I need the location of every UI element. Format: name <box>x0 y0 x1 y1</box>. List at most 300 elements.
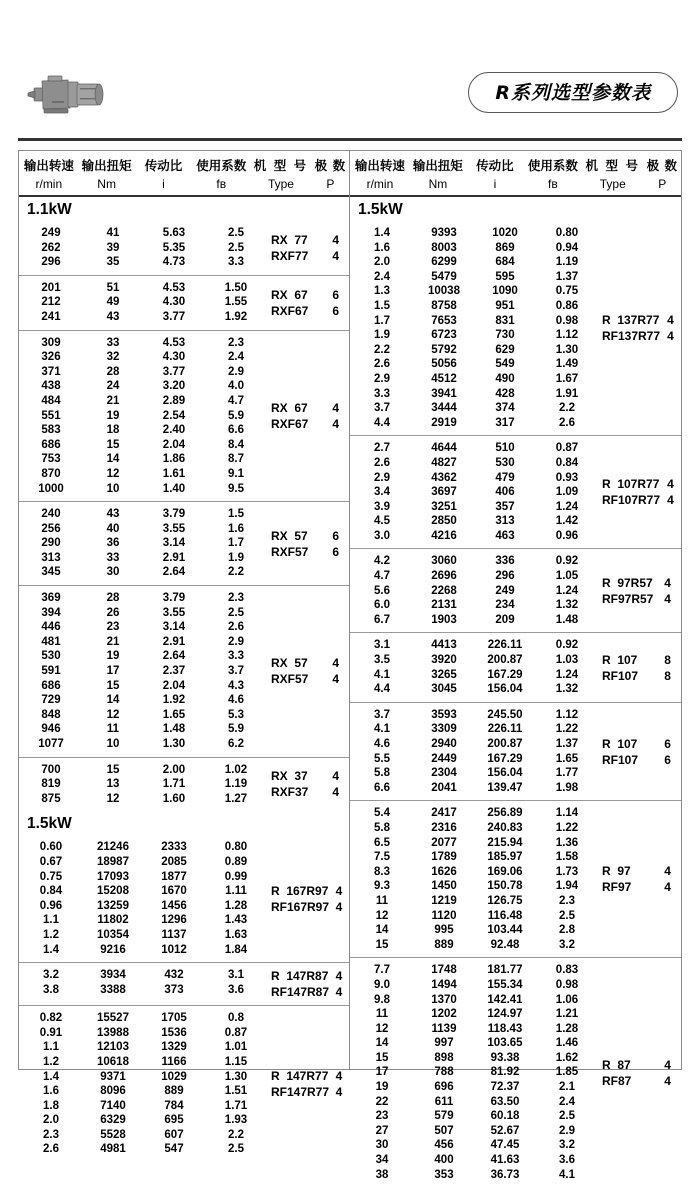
model-type-line: RX 67 <box>271 400 308 415</box>
cell-fb: 0.75 <box>555 285 579 298</box>
cell-ratio: 93.38 <box>490 1051 520 1064</box>
cell-ratio: 1456 <box>161 899 187 912</box>
cell-ratio: 549 <box>495 358 515 371</box>
cell-nm: 33 <box>106 336 120 349</box>
cell-nm: 997 <box>434 1037 454 1050</box>
table-row <box>350 894 598 909</box>
cell-fb: 1.12 <box>555 708 579 721</box>
model-type-line: R 137R77 <box>602 313 660 328</box>
cell-rpm: 484 <box>41 394 61 407</box>
spec-rows <box>19 968 267 1000</box>
table-row <box>350 865 598 880</box>
cell-fb: 1.91 <box>555 387 579 400</box>
cell-nm: 2417 <box>431 807 457 820</box>
cell-ratio: 3.79 <box>162 508 186 521</box>
model-type-line: R 167R97 <box>271 883 329 898</box>
header-en-fb: fв <box>548 177 558 191</box>
cell-ratio: 226.11 <box>487 639 523 652</box>
cell-fb: 2.2 <box>228 566 244 579</box>
cell-ratio: 2.40 <box>162 424 186 437</box>
cell-rpm: 19 <box>375 1081 389 1094</box>
cell-rpm: 15 <box>375 1051 389 1064</box>
cell-fb: 1.9 <box>228 551 244 564</box>
column-header-left <box>19 151 349 197</box>
cell-rpm: 201 <box>41 281 61 294</box>
cell-nm: 18 <box>106 424 120 437</box>
page-header <box>18 68 682 140</box>
model-type-line: RF147R77 <box>271 1085 330 1100</box>
cell-ratio: 4.53 <box>162 281 186 294</box>
cell-nm: 2449 <box>431 752 457 765</box>
table-row <box>350 328 598 343</box>
spec-rows <box>350 708 598 796</box>
pole-count-value: 4 <box>667 313 674 328</box>
header-cn-ratio: 传动比 <box>476 159 514 173</box>
page-title: R系列选型参数表 <box>495 82 651 104</box>
table-row <box>350 752 598 767</box>
spec-rows <box>350 441 598 543</box>
cell-ratio: 1.30 <box>162 738 186 750</box>
pole-count-cell <box>654 554 681 627</box>
cell-rpm: 0.96 <box>39 899 63 912</box>
table-row <box>19 565 267 580</box>
table-row <box>19 606 267 621</box>
cell-rpm: 819 <box>41 778 61 791</box>
cell-nm: 995 <box>434 924 454 937</box>
header-en-fb: fв <box>216 177 227 191</box>
cell-ratio: 479 <box>495 471 515 484</box>
cell-fb: 0.80 <box>224 841 248 854</box>
cell-ratio: 2.64 <box>162 566 186 579</box>
cell-ratio: 1.60 <box>162 792 186 805</box>
cell-nm: 2696 <box>431 570 457 583</box>
cell-fb: 1.63 <box>224 928 248 941</box>
cell-fb: 2.5 <box>228 1143 244 1156</box>
cell-fb: 1.49 <box>555 358 579 371</box>
spec-group <box>350 221 681 435</box>
table-row <box>350 938 598 953</box>
cell-fb: 3.3 <box>228 650 244 663</box>
cell-rpm: 3.7 <box>374 402 390 415</box>
table-row <box>19 423 267 438</box>
cell-rpm: 256 <box>41 522 61 535</box>
spec-group <box>19 330 349 502</box>
title-badge <box>468 72 678 113</box>
cell-fb: 0.8 <box>228 1012 244 1025</box>
cell-nm: 32 <box>106 351 120 364</box>
cell-fb: 3.3 <box>228 256 244 269</box>
spec-group <box>19 757 349 812</box>
cell-ratio: 695 <box>164 1114 184 1127</box>
table-row <box>19 394 267 409</box>
cell-ratio: 167.29 <box>487 668 523 681</box>
cell-rpm: 1.2 <box>43 928 59 941</box>
table-row <box>19 1128 267 1143</box>
table-row <box>350 357 598 372</box>
cell-nm: 12 <box>106 792 120 805</box>
cell-nm: 2940 <box>431 738 457 750</box>
cell-nm: 5056 <box>431 358 457 371</box>
cell-nm: 400 <box>434 1154 454 1167</box>
pole-count-value: 6 <box>664 736 671 751</box>
table-row <box>350 456 598 471</box>
cell-rpm: 345 <box>41 566 61 579</box>
pole-count-value: 8 <box>664 652 671 667</box>
spec-rows <box>19 281 267 325</box>
cell-ratio: 124.97 <box>487 1008 523 1021</box>
table-row <box>19 452 267 467</box>
table-row <box>19 507 267 522</box>
column-header-right <box>350 151 681 197</box>
table-row <box>350 978 598 993</box>
cell-ratio: 47.45 <box>490 1139 520 1152</box>
cell-ratio: 181.77 <box>487 964 523 977</box>
cell-nm: 4512 <box>431 372 457 385</box>
table-row <box>19 522 267 537</box>
table-row <box>19 870 267 885</box>
cell-ratio: 3.20 <box>162 380 186 393</box>
cell-fb: 1.24 <box>555 668 579 681</box>
pole-count-cell <box>660 226 681 430</box>
pole-count-value: 6 <box>332 544 340 559</box>
table-row <box>350 441 598 456</box>
cell-rpm: 5.4 <box>374 807 390 820</box>
spec-group <box>350 702 681 801</box>
cell-nm: 12103 <box>97 1041 129 1054</box>
cell-fb: 1.32 <box>555 683 579 696</box>
cell-ratio: 1.61 <box>162 467 186 480</box>
cell-fb: 1.7 <box>228 537 244 550</box>
cell-rpm: 369 <box>41 592 61 605</box>
cell-nm: 10038 <box>428 285 460 298</box>
header-cn-output-speed: 输出转速 <box>23 159 74 173</box>
cell-ratio: 1705 <box>161 1012 187 1025</box>
cell-rpm: 5.8 <box>374 767 390 780</box>
header-cn-output-torque: 输出扭矩 <box>81 159 132 173</box>
cell-nm: 8003 <box>431 241 457 254</box>
cell-fb: 1.37 <box>555 738 579 750</box>
table-row <box>350 1109 598 1124</box>
table-row <box>19 1011 267 1026</box>
cell-nm: 28 <box>106 592 120 605</box>
cell-nm: 6299 <box>431 256 457 269</box>
table-row <box>350 708 598 723</box>
cell-nm: 3444 <box>431 402 457 415</box>
cell-rpm: 753 <box>41 453 61 466</box>
table-row <box>19 1142 267 1157</box>
cell-ratio: 490 <box>495 372 515 385</box>
cell-ratio: 684 <box>495 256 515 269</box>
cell-ratio: 336 <box>495 555 515 568</box>
cell-rpm: 1.3 <box>374 285 390 298</box>
cell-rpm: 686 <box>41 679 61 692</box>
cell-nm: 1748 <box>431 964 457 977</box>
cell-ratio: 831 <box>495 314 515 327</box>
pole-count-value: 4 <box>335 985 343 1000</box>
cell-nm: 2077 <box>431 836 457 849</box>
cell-nm: 19 <box>106 650 120 663</box>
cell-nm: 6329 <box>100 1114 126 1127</box>
cell-nm: 507 <box>434 1124 454 1137</box>
pole-count-cell <box>323 591 349 752</box>
cell-nm: 5792 <box>431 343 457 356</box>
table-row <box>350 737 598 752</box>
cell-nm: 3697 <box>431 486 457 499</box>
table-row <box>350 500 598 515</box>
cell-ratio: 1020 <box>492 227 518 239</box>
header-en-i: i <box>493 177 497 191</box>
cell-rpm: 2.2 <box>374 343 390 356</box>
model-type-line: RF147R87 <box>271 985 330 1000</box>
cell-fb: 4.0 <box>228 380 244 393</box>
cell-fb: 8.4 <box>228 438 244 451</box>
cell-fb: 1.05 <box>555 570 579 583</box>
pole-count-value: 8 <box>664 668 671 683</box>
model-type-line: RF167R97 <box>271 899 330 914</box>
cell-nm: 3941 <box>431 387 457 400</box>
cell-ratio: 357 <box>495 500 515 513</box>
table-row <box>350 1124 598 1139</box>
cell-fb: 2.5 <box>559 909 575 922</box>
cell-rpm: 1.6 <box>374 241 390 254</box>
model-type-cell <box>267 968 329 1000</box>
cell-fb: 1.62 <box>555 1051 579 1064</box>
cell-nm: 4981 <box>100 1143 126 1156</box>
cell-fb: 0.94 <box>555 241 579 254</box>
cell-nm: 1219 <box>431 894 457 907</box>
model-type-line: RX 57 <box>271 656 308 671</box>
cell-nm: 1626 <box>431 865 457 878</box>
model-type-line: RX 67 <box>271 287 308 302</box>
cell-nm: 1370 <box>431 993 457 1006</box>
cell-nm: 2268 <box>431 584 457 597</box>
spec-rows <box>350 638 598 696</box>
cell-ratio: 595 <box>495 270 515 283</box>
cell-ratio: 81.92 <box>490 1066 520 1079</box>
cell-rpm: 4.2 <box>374 555 390 568</box>
table-row <box>350 836 598 851</box>
cell-nm: 898 <box>434 1051 454 1064</box>
cell-rpm: 17 <box>375 1066 389 1079</box>
cell-ratio: 200.87 <box>487 738 523 750</box>
cell-rpm: 6.7 <box>374 613 390 626</box>
cell-rpm: 1.8 <box>43 1099 59 1112</box>
cell-rpm: 0.82 <box>39 1012 63 1025</box>
cell-ratio: 1.71 <box>162 778 186 791</box>
model-type-line: RF97 <box>602 880 632 895</box>
cell-rpm: 4.4 <box>374 416 390 429</box>
cell-rpm: 2.0 <box>43 1114 59 1127</box>
cell-fb: 1.22 <box>555 723 579 736</box>
cell-fb: 0.86 <box>555 299 579 312</box>
cell-fb: 2.3 <box>228 592 244 605</box>
table-row <box>19 281 267 296</box>
cell-rpm: 326 <box>41 351 61 364</box>
table-row <box>350 514 598 529</box>
cell-rpm: 3.4 <box>374 486 390 499</box>
model-type-line: R 107R77 <box>602 477 660 492</box>
cell-ratio: 2.91 <box>162 635 186 648</box>
cell-rpm: 262 <box>41 241 61 254</box>
cell-rpm: 15 <box>375 938 389 951</box>
cell-nm: 1139 <box>431 1022 457 1035</box>
cell-nm: 1202 <box>431 1008 457 1021</box>
cell-nm: 2919 <box>431 416 457 429</box>
cell-ratio: 118.43 <box>487 1022 523 1035</box>
cell-nm: 3265 <box>431 668 457 681</box>
cell-nm: 2041 <box>431 781 457 794</box>
cell-nm: 1789 <box>431 851 457 864</box>
cell-fb: 1.02 <box>224 763 248 776</box>
cell-rpm: 4.4 <box>374 683 390 696</box>
cell-rpm: 583 <box>41 424 61 437</box>
cell-rpm: 3.1 <box>374 639 390 652</box>
cell-ratio: 869 <box>495 241 515 254</box>
cell-fb: 0.83 <box>555 964 579 977</box>
cell-nm: 8758 <box>431 299 457 312</box>
cell-nm: 26 <box>106 606 120 619</box>
cell-fb: 0.92 <box>555 555 579 568</box>
cell-nm: 21 <box>106 394 120 407</box>
cell-nm: 2131 <box>431 599 457 612</box>
cell-nm: 3388 <box>100 983 126 996</box>
cell-rpm: 729 <box>41 694 61 707</box>
cell-rpm: 3.2 <box>43 969 59 982</box>
table-row <box>350 416 598 431</box>
cell-nm: 3920 <box>431 654 457 667</box>
spec-rows <box>19 840 267 957</box>
cell-ratio: 2.04 <box>162 438 186 451</box>
table-row <box>19 482 267 497</box>
cell-fb: 0.87 <box>555 442 579 455</box>
table-row <box>350 909 598 924</box>
spec-rows <box>350 963 598 1182</box>
spec-rows <box>19 1011 267 1157</box>
cell-fb: 1.71 <box>224 1099 248 1112</box>
header-cn-service-factor: 使用系数 <box>196 159 247 173</box>
table-row <box>19 620 267 635</box>
pole-count-value: 4 <box>664 880 671 895</box>
model-type-line: R 97R57 <box>602 575 653 590</box>
cell-ratio: 3.77 <box>162 365 186 378</box>
table-row <box>19 737 267 752</box>
cell-ratio: 432 <box>164 969 184 982</box>
cell-nm: 3251 <box>431 500 457 513</box>
cell-ratio: 1536 <box>161 1026 187 1039</box>
cell-nm: 7653 <box>431 314 457 327</box>
cell-ratio: 463 <box>495 529 515 542</box>
cell-rpm: 5.6 <box>374 584 390 597</box>
cell-ratio: 1166 <box>161 1055 187 1068</box>
cell-rpm: 6.6 <box>374 781 390 794</box>
cell-rpm: 875 <box>41 792 61 805</box>
table-row <box>350 1036 598 1051</box>
header-en-i: i <box>162 177 165 191</box>
table-row <box>350 638 598 653</box>
cell-rpm: 2.9 <box>374 372 390 385</box>
table-row <box>19 409 267 424</box>
cell-fb: 1.12 <box>555 329 579 342</box>
cell-ratio: 1.65 <box>162 708 186 721</box>
cell-fb: 1.58 <box>555 851 579 864</box>
table-row <box>19 365 267 380</box>
cell-ratio: 313 <box>495 515 515 528</box>
cell-nm: 49 <box>106 296 120 309</box>
table-row <box>19 226 267 241</box>
model-type-line: R 107 <box>602 736 638 751</box>
table-row <box>19 379 267 394</box>
header-en-rpm: r/min <box>366 177 394 191</box>
pole-count-value: 4 <box>667 329 674 344</box>
cell-nm: 5528 <box>100 1128 126 1141</box>
cell-rpm: 7.5 <box>374 851 390 864</box>
cell-rpm: 0.91 <box>39 1026 63 1039</box>
table-row <box>19 1026 267 1041</box>
pole-count-value: 4 <box>332 785 340 800</box>
cell-nm: 10618 <box>97 1055 129 1068</box>
spec-rows <box>350 806 598 952</box>
cell-ratio: 103.44 <box>487 924 523 937</box>
spec-group <box>19 1005 349 1162</box>
table-row <box>350 806 598 821</box>
pole-count-value: 4 <box>667 477 674 492</box>
cell-rpm: 14 <box>375 924 389 937</box>
pole-count-value: 4 <box>335 883 343 898</box>
cell-rpm: 0.84 <box>39 885 63 898</box>
model-type-line: RF137R77 <box>602 329 661 344</box>
cell-fb: 4.1 <box>559 1168 575 1181</box>
cell-rpm: 2.6 <box>374 358 390 371</box>
cell-nm: 611 <box>434 1095 454 1108</box>
cell-nm: 15 <box>106 679 120 692</box>
table-row <box>19 1070 267 1085</box>
cell-ratio: 3.79 <box>162 592 186 605</box>
cell-fb: 1.06 <box>555 993 579 1006</box>
cell-ratio: 4.53 <box>162 336 186 349</box>
cell-fb: 1.21 <box>555 1008 579 1021</box>
pole-count-value: 6 <box>332 303 340 318</box>
cell-fb: 1.09 <box>555 486 579 499</box>
table-row <box>350 1022 598 1037</box>
table-row <box>19 693 267 708</box>
table-row <box>350 372 598 387</box>
cell-nm: 10354 <box>97 928 129 941</box>
cell-ratio: 185.97 <box>487 851 523 864</box>
table-row <box>19 708 267 723</box>
cell-nm: 1450 <box>431 880 457 893</box>
cell-ratio: 167.29 <box>487 752 523 765</box>
cell-fb: 2.4 <box>228 351 244 364</box>
cell-fb: 8.7 <box>228 453 244 466</box>
cell-nm: 11 <box>106 723 120 736</box>
cell-fb: 1.92 <box>224 310 248 323</box>
cell-fb: 1.24 <box>555 500 579 513</box>
cell-fb: 0.80 <box>555 227 579 239</box>
cell-rpm: 4.6 <box>374 738 390 750</box>
cell-fb: 2.6 <box>559 416 575 429</box>
spec-rows <box>350 226 598 430</box>
cell-fb: 1.14 <box>555 807 579 820</box>
cell-ratio: 41.63 <box>490 1154 520 1167</box>
cell-rpm: 438 <box>41 380 61 393</box>
cell-nm: 21246 <box>97 841 129 854</box>
cell-nm: 12 <box>106 708 120 721</box>
cell-fb: 9.5 <box>228 482 244 495</box>
cell-rpm: 296 <box>41 256 61 269</box>
spec-rows <box>350 554 598 627</box>
cell-fb: 1.11 <box>225 885 247 898</box>
cell-fb: 1.85 <box>555 1066 579 1079</box>
